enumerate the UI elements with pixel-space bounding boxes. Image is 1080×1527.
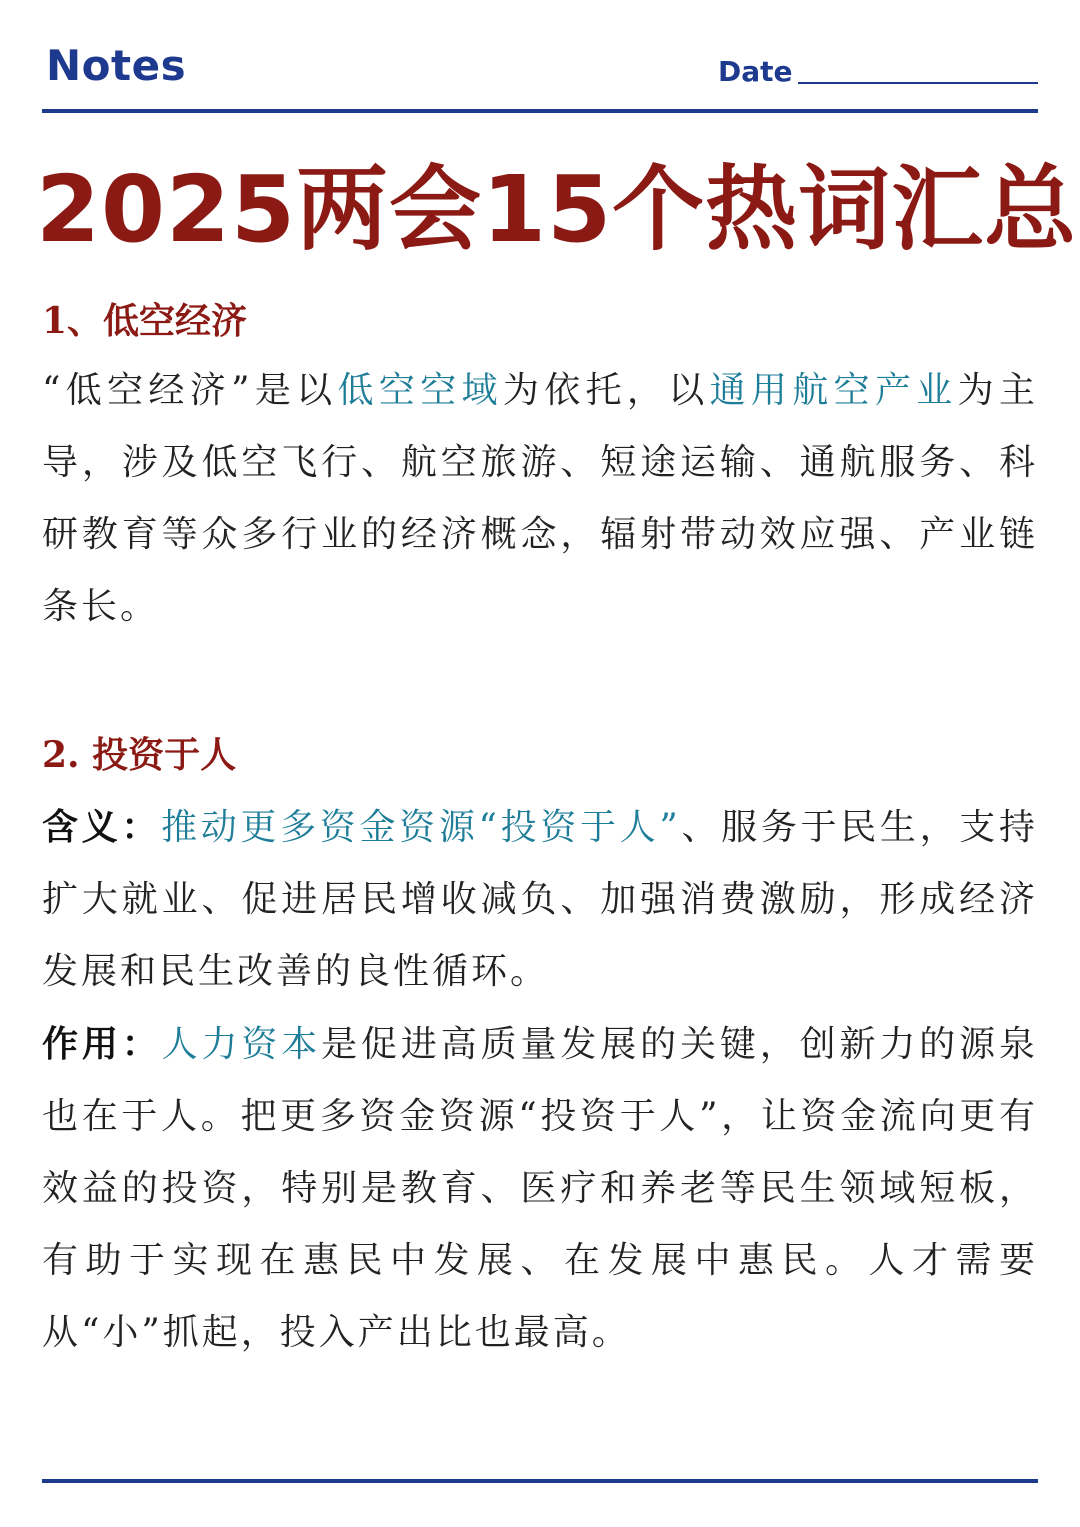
meaning-highlight: 推动更多资金资源“投资于人”	[161, 807, 681, 848]
section-1-highlight-2: 通用航空产业	[709, 370, 958, 411]
meaning-label: 含义：	[42, 806, 162, 848]
page-title: 2025两会15个热词汇总	[36, 156, 1078, 263]
role-highlight: 人力资本	[161, 1024, 322, 1065]
notes-label: Notes	[46, 41, 187, 90]
section-2-heading: 2. 投资于人	[42, 734, 237, 776]
top-divider	[42, 109, 1038, 113]
role-label: 作用：	[42, 1023, 162, 1065]
section-1-highlight-1: 低空空域	[337, 370, 503, 411]
section-2-role-paragraph	[42, 1008, 1038, 1369]
date-label: Date	[718, 55, 793, 88]
section-1-text-3: 为主导，涉及低空飞行、航空旅游、短途运输、通航服务、科研教育等众多行业的经济概念，辐射带动效应强、产业链条长。	[42, 370, 1038, 627]
section-1-text-1: “低空经济”是以	[42, 370, 338, 411]
date-input-line	[798, 82, 1038, 84]
bottom-divider	[42, 1479, 1038, 1483]
section-1-heading: 1、低空经济	[42, 300, 248, 342]
meaning-text: 、服务于民生，支持扩大就业、促进居民增收减负、加强消费激励，形成经济发展和民生改善的良性循环。	[42, 807, 1038, 992]
section-1-paragraph	[42, 355, 1038, 643]
section-2-meaning-paragraph	[42, 791, 1038, 1008]
role-text: 是促进高质量发展的关键，创新力的源泉也在于人。把更多资金资源“投资于人”，让资金流向更有效益的投资，特别是教育、医疗和养老等民生领域短板，有助于实现在惠民中发展、在发展中惠民。人才需要从“小”抓起，投入产出比也最高。	[42, 1024, 1038, 1353]
section-1-text-2: 为依托，以	[502, 370, 710, 411]
